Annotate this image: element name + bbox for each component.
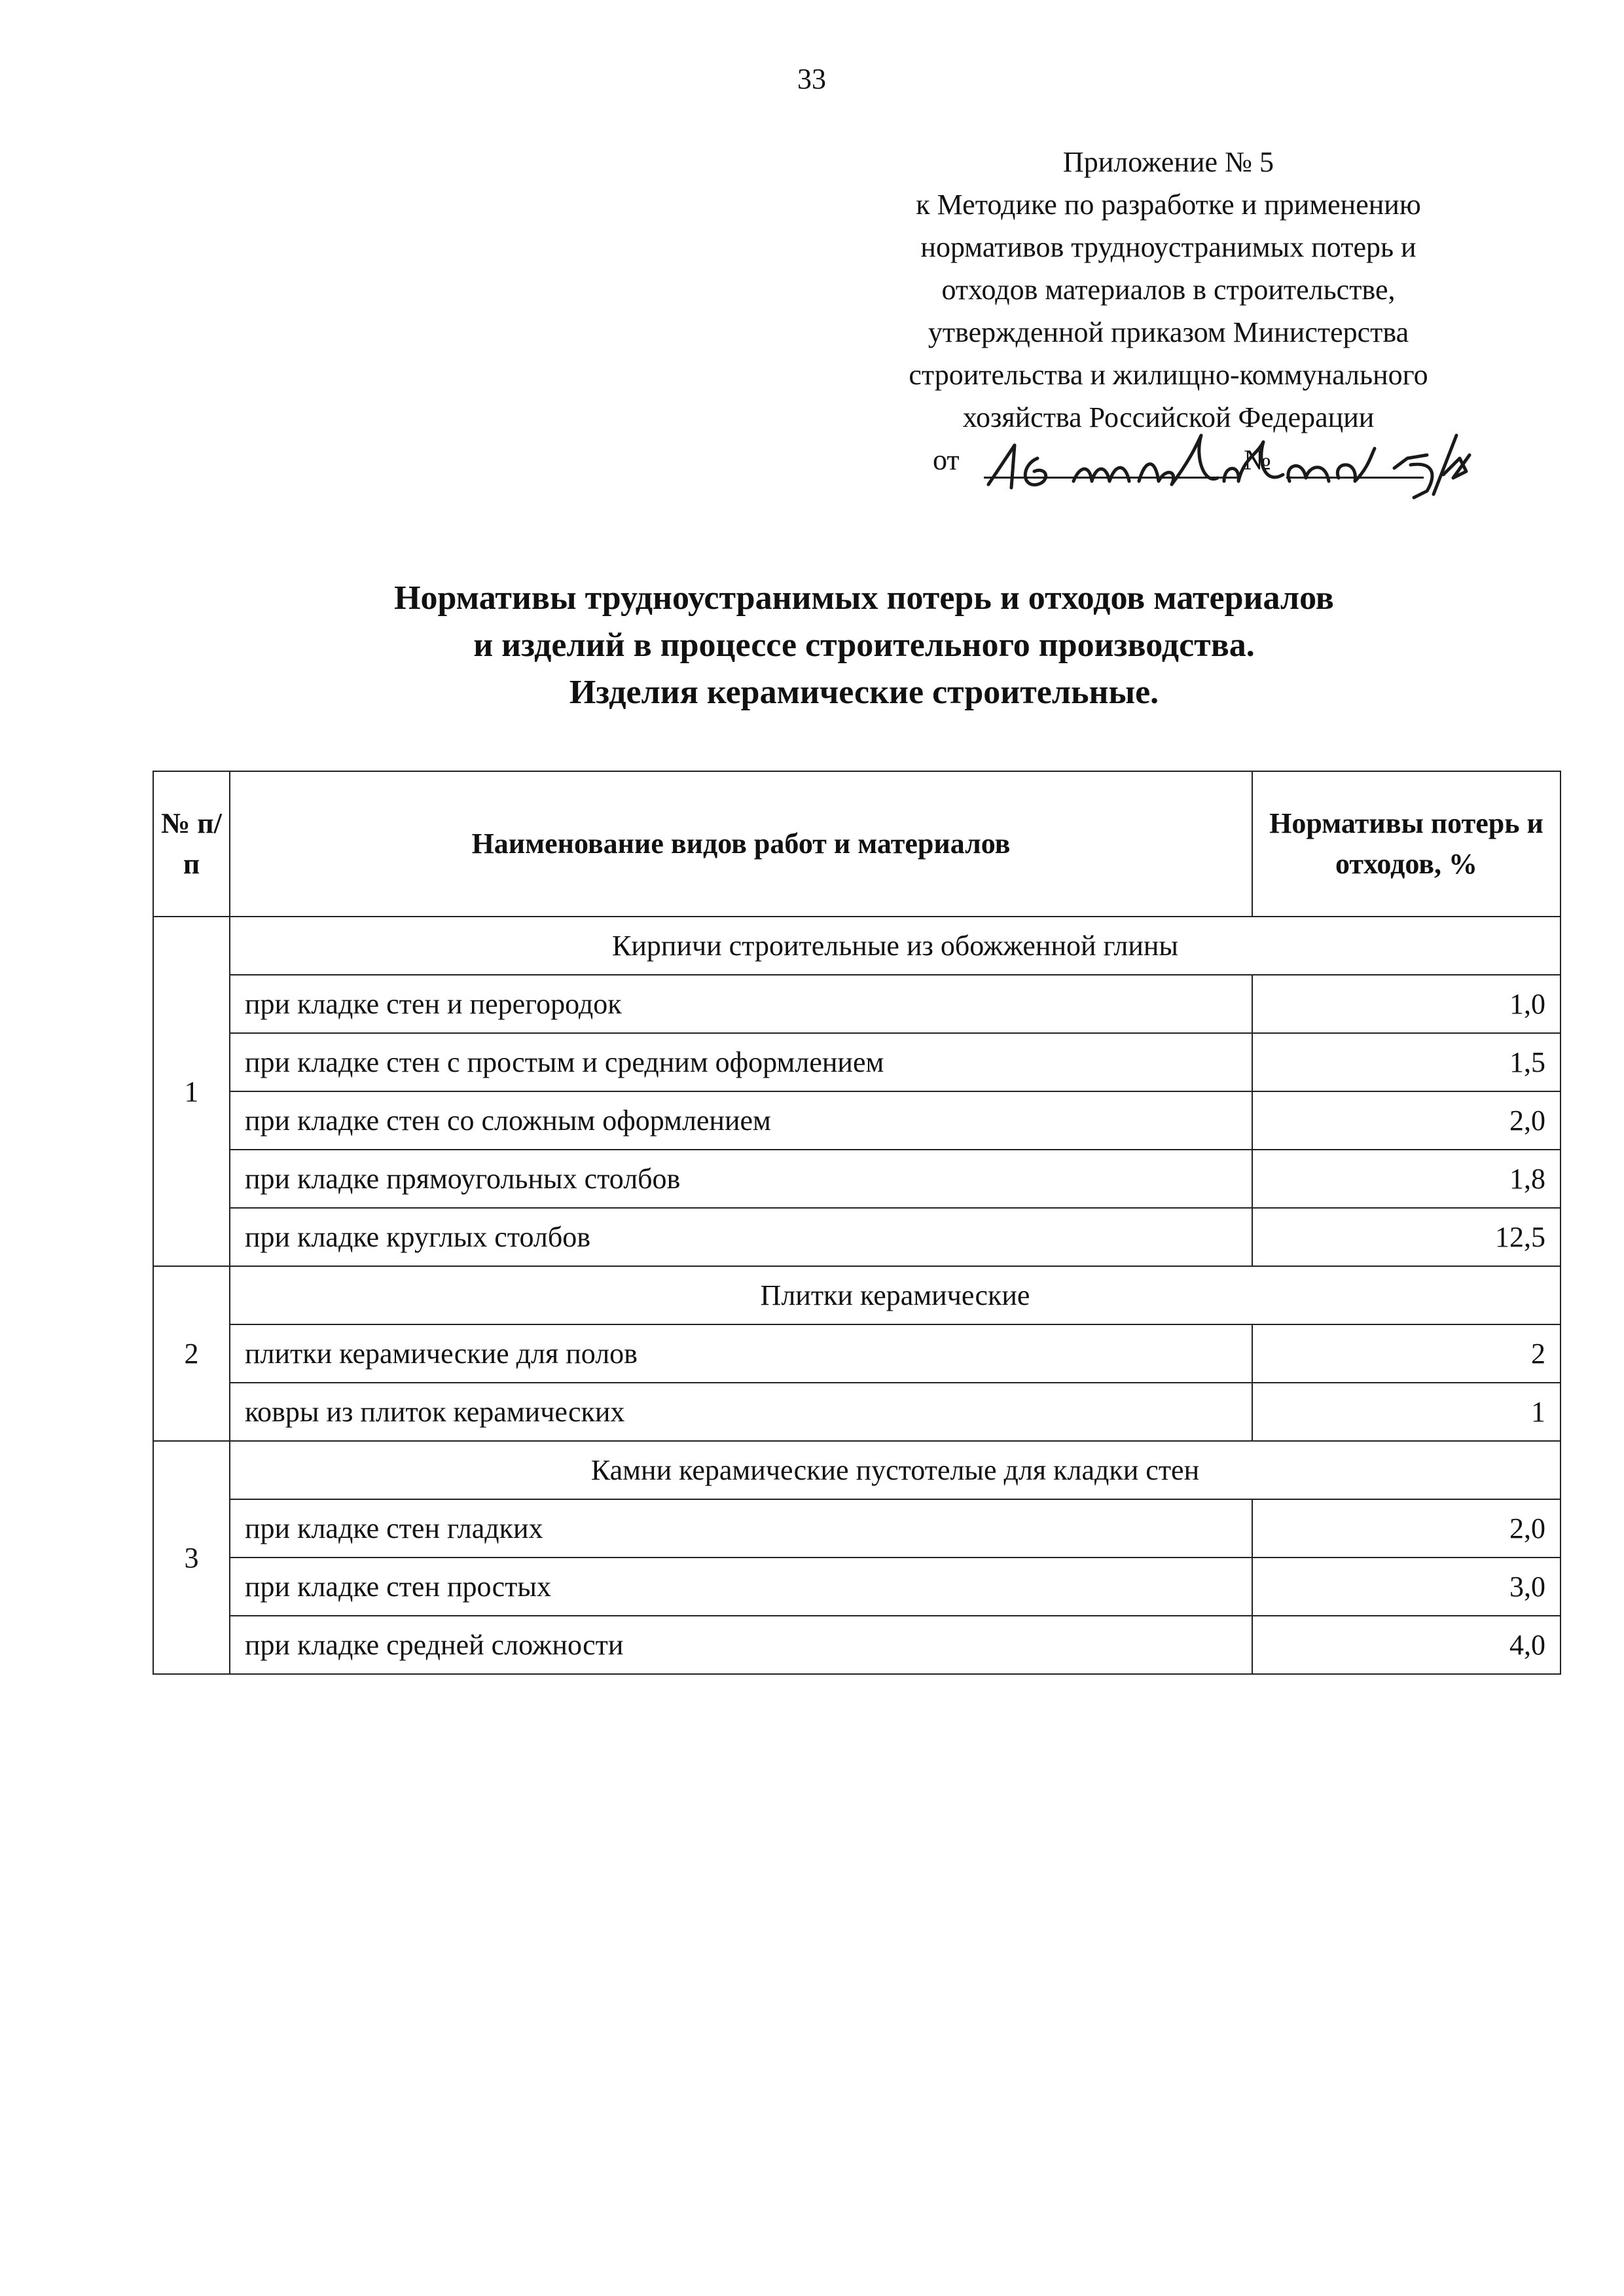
table-row (153, 1150, 1561, 1208)
title-line: Нормативы трудноустранимых потерь и отходов материалов (394, 579, 1334, 617)
group-number: 2 (153, 1266, 230, 1441)
item-name: при кладке стен с простым и средним оформлением (230, 1033, 1252, 1091)
group-title-row (153, 1441, 1561, 1499)
item-value: 1 (1252, 1383, 1561, 1441)
item-value: 4,0 (1252, 1616, 1561, 1674)
table-row (153, 1558, 1561, 1616)
title-line: Изделия керамические строительные. (569, 674, 1159, 711)
page-number: 33 (797, 63, 826, 95)
item-value: 3,0 (1252, 1558, 1561, 1616)
appendix-line: строительства и жилищно-коммунального (909, 359, 1428, 391)
appendix-line: к Методике по разработке и применению (916, 189, 1421, 221)
item-value: 1,0 (1252, 975, 1561, 1033)
handwriting-stroke (988, 445, 1015, 488)
appendix-line: отходов материалов в строительстве, (941, 274, 1396, 306)
handwriting-stroke (1074, 467, 1129, 481)
header-num: № п/п (153, 771, 230, 917)
group-number: 3 (153, 1441, 230, 1674)
handwriting-stroke (1025, 458, 1045, 484)
group-title-row (153, 917, 1561, 975)
item-name: при кладке стен и перегородок (230, 975, 1252, 1033)
table-row (153, 1091, 1561, 1150)
appendix-line: хозяйства Российской Федерации (962, 401, 1375, 433)
table-row (153, 1033, 1561, 1091)
header-value: Нормативы потерь и отходов, % (1252, 771, 1561, 917)
table-row (153, 1616, 1561, 1674)
number-label: № (1244, 444, 1271, 476)
norms-table (153, 771, 1561, 1675)
group-number: 1 (153, 917, 230, 1266)
handwritten-date-signature (975, 419, 1473, 504)
appendix-line: Приложение № 5 (1062, 146, 1274, 178)
table-header-row (153, 771, 1561, 917)
item-value: 1,8 (1252, 1150, 1561, 1208)
appendix-line: нормативов трудноустранимых потерь и (920, 231, 1416, 263)
group-title: Плитки керамические (230, 1266, 1561, 1324)
item-value: 2,0 (1252, 1499, 1561, 1558)
item-name: при кладке стен простых (230, 1558, 1252, 1616)
table-row (153, 1208, 1561, 1266)
item-name: при кладке стен со сложным оформлением (230, 1091, 1252, 1150)
item-name: при кладке прямоугольных столбов (230, 1150, 1252, 1208)
item-value: 12,5 (1252, 1208, 1561, 1266)
group-title: Камни керамические пустотелые для кладки стен (230, 1441, 1561, 1499)
appendix-line: утвержденной приказом Министерства (928, 316, 1409, 348)
table-row (153, 1324, 1561, 1383)
item-name: при кладке стен гладких (230, 1499, 1252, 1558)
group-title: Кирпичи строительные из обожженной глины (230, 917, 1561, 975)
item-value: 2 (1252, 1324, 1561, 1383)
handwriting-stroke (1337, 448, 1375, 481)
handwriting-stroke (1139, 435, 1218, 484)
from-label: от (933, 444, 960, 476)
handwriting-stroke (1411, 464, 1432, 498)
handwriting-stroke (1224, 442, 1283, 481)
handwriting-stroke (1288, 465, 1329, 481)
item-name: при кладке круглых столбов (230, 1208, 1252, 1266)
header-name: Наименование видов работ и материалов (230, 771, 1252, 917)
table-row (153, 975, 1561, 1033)
item-name: плитки керамические для полов (230, 1324, 1252, 1383)
item-name: при кладке средней сложности (230, 1616, 1252, 1674)
table-row (153, 1499, 1561, 1558)
item-value: 2,0 (1252, 1091, 1561, 1150)
table-row (153, 1383, 1561, 1441)
item-name: ковры из плиток керамических (230, 1383, 1252, 1441)
item-value: 1,5 (1252, 1033, 1561, 1091)
document-title (216, 575, 1512, 716)
group-title-row (153, 1266, 1561, 1324)
title-line: и изделий в процессе строительного производства. (473, 627, 1255, 664)
